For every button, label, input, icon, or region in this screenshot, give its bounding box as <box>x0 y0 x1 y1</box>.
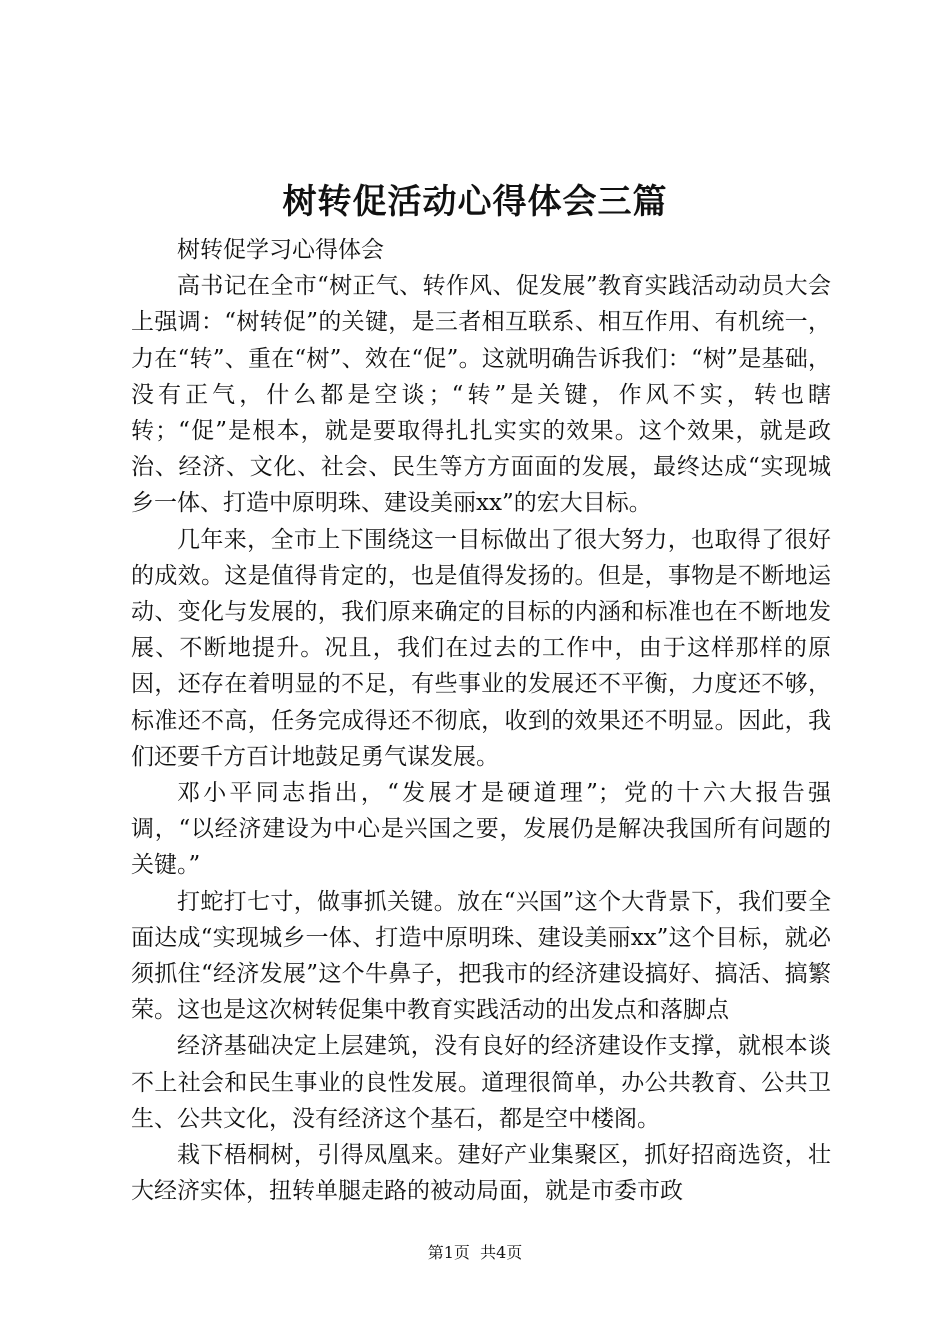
document-title: 树转促活动心得体会三篇 <box>282 182 668 222</box>
paragraph: 打蛇打七寸，做事抓关键。放在“兴国”这个大背景下，我们要全面达成“实现城乡一体、打造中原明珠、建设美丽xx”这个目标，就必须抓住“经济发展”这个牛鼻子，把我市的经济建设搞好、搞活、搞繁荣。这也是这次树转促集中教育实践活动的出发点和落脚点 <box>131 888 831 1024</box>
paragraph: 高书记在全市“树正气、转作风、促发展”教育实践活动动员大会上强调：“树转促”的关键，是三者相互联系、相互作用、有机统一，力在“转”、重在“树”、效在“促”。这就明确告诉我们：“树”是基础，没有正气，什么都是空谈；“转”是关键，作风不实，转也瞎转；“促”是根本，就是要取得扎扎实实的效果。这个效果，就是政治、经济、文化、社会、民生等方方面面的发展，最终达成“实现城乡一体、打造中原明珠、建设美丽xx”的宏大目标。 <box>131 273 831 517</box>
page-number: 第1页 <box>427 1243 470 1262</box>
page-total: 共4页 <box>480 1243 523 1262</box>
page-footer <box>0 1242 950 1264</box>
paragraph: 栽下梧桐树，引得凤凰来。建好产业集聚区，抓好招商选资，壮大经济实体，扭转单腿走路的被动局面，就是市委市政 <box>131 1142 831 1205</box>
paragraph: 经济基础决定上层建筑，没有良好的经济建设作支撑，就根本谈不上社会和民生事业的良性发展。道理很简单，办公共教育、公共卫生、公共文化，没有经济这个基石，都是空中楼阁。 <box>131 1033 831 1132</box>
paragraph: 几年来，全市上下围绕这一目标做出了很大努力，也取得了很好的成效。这是值得肯定的，也是值得发扬的。但是，事物是不断地运动、变化与发展的，我们原来确定的目标的内涵和标准也在不断地发展、不断地提升。况且，我们在过去的工作中，由于这样那样的原因，还存在着明显的不足，有些事业的发展还不平衡，力度还不够，标准还不高，任务完成得还不彻底，收到的效果还不明显。因此，我们还要千方百计地鼓足勇气谋发展。 <box>131 526 831 770</box>
document-body <box>131 232 831 1209</box>
paragraph-subtitle: 树转促学习心得体会 <box>177 237 384 263</box>
paragraph: 邓小平同志指出，“发展才是硬道理”；党的十六大报告强调，“以经济建设为中心是兴国之要，发展仍是解决我国所有问题的关键。” <box>131 780 831 879</box>
